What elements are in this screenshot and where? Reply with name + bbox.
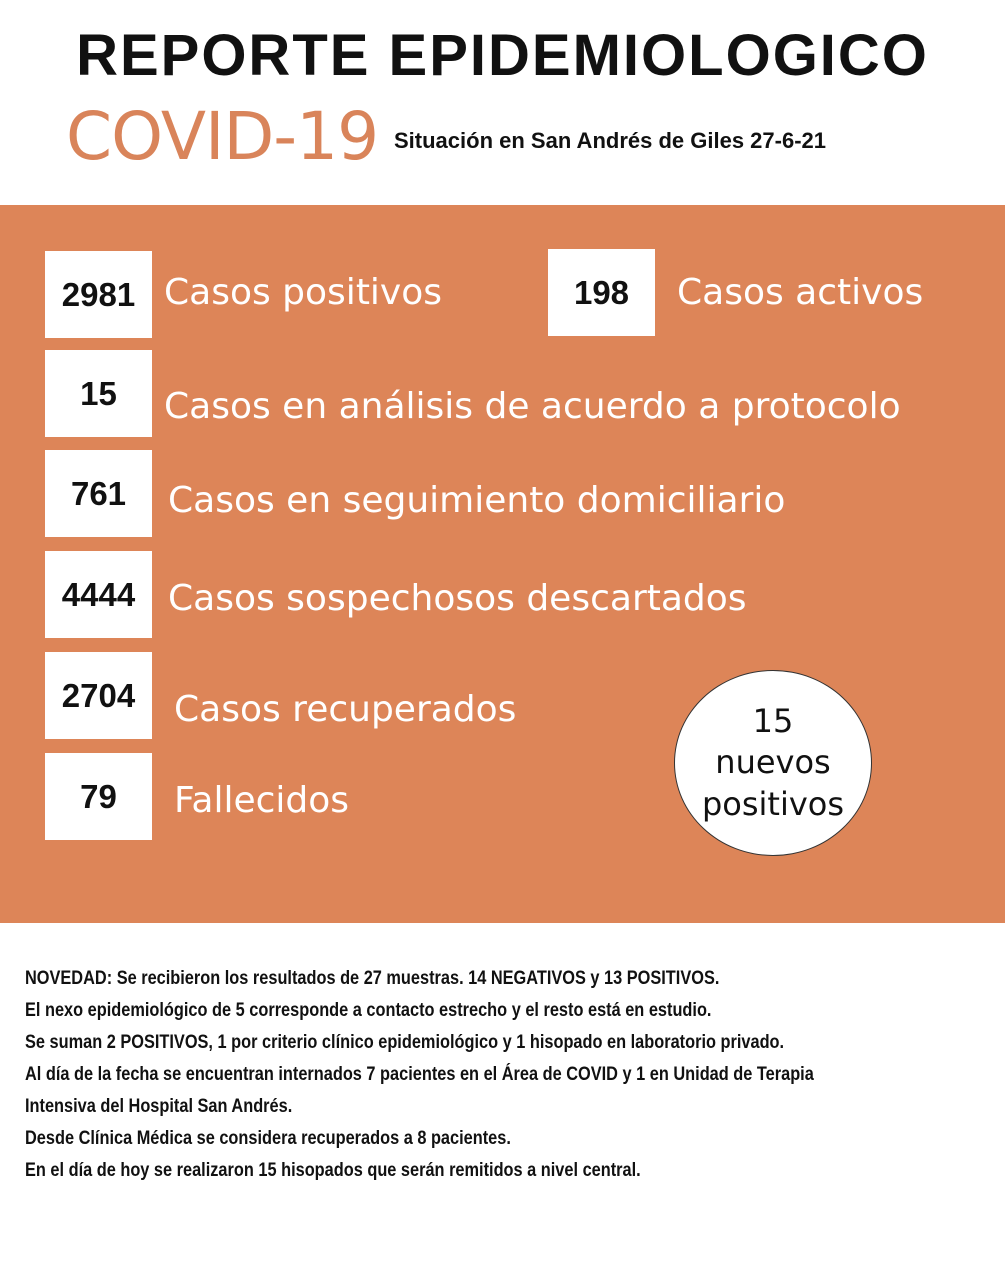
novedad-notes bbox=[25, 963, 990, 1187]
report-title: REPORTE EPIDEMIOLOGICO bbox=[76, 23, 929, 88]
situation-subtitle: Situación en San Andrés de Giles 27-6-21 bbox=[394, 128, 826, 153]
activos-label: Casos activos bbox=[677, 272, 924, 313]
covid-heading: COVID-19 bbox=[66, 98, 379, 175]
novedad-line: Al día de la fecha se encuentran internados 7 pacientes en el Área de COVID y 1 en Unidad de Terapia bbox=[25, 1064, 814, 1085]
novedad-line: En el día de hoy se realizaron 15 hisopados que serán remitidos a nivel central. bbox=[25, 1160, 641, 1181]
novedad-line: NOVEDAD: Se recibieron los resultados de 27 muestras. 14 NEGATIVOS y 13 POSITIVOS. bbox=[25, 968, 720, 989]
novedad-line: Se suman 2 POSITIVOS, 1 por criterio clínico epidemiológico y 1 hisopado en laboratorio privado. bbox=[25, 1032, 785, 1053]
nuevos-line2: positivos bbox=[701, 784, 845, 823]
novedad-line: Desde Clínica Médica se considera recuperados a 8 pacientes. bbox=[25, 1128, 511, 1149]
nuevos-count: 15 bbox=[752, 701, 794, 740]
analisis-count: 15 bbox=[45, 350, 152, 437]
fallecidos-label: Fallecidos bbox=[174, 780, 350, 821]
nuevos-line1: nuevos bbox=[715, 743, 831, 782]
novedad-line: El nexo epidemiológico de 5 corresponde a contacto estrecho y el resto está en estudio. bbox=[25, 1000, 712, 1021]
novedad-line: Intensiva del Hospital San Andrés. bbox=[25, 1096, 293, 1117]
recuperados-label: Casos recuperados bbox=[174, 689, 517, 730]
activos-count: 198 bbox=[548, 249, 655, 336]
nuevos-positivos-badge bbox=[674, 670, 872, 856]
descartados-count: 4444 bbox=[45, 551, 152, 638]
positivos-label: Casos positivos bbox=[164, 272, 443, 313]
seguimiento-count: 761 bbox=[45, 450, 152, 537]
analisis-label: Casos en análisis de acuerdo a protocolo bbox=[164, 386, 901, 427]
seguimiento-label: Casos en seguimiento domiciliario bbox=[168, 480, 786, 521]
positivos-count: 2981 bbox=[45, 251, 152, 338]
descartados-label: Casos sospechosos descartados bbox=[168, 578, 747, 619]
recuperados-count: 2704 bbox=[45, 652, 152, 739]
fallecidos-count: 79 bbox=[45, 753, 152, 840]
